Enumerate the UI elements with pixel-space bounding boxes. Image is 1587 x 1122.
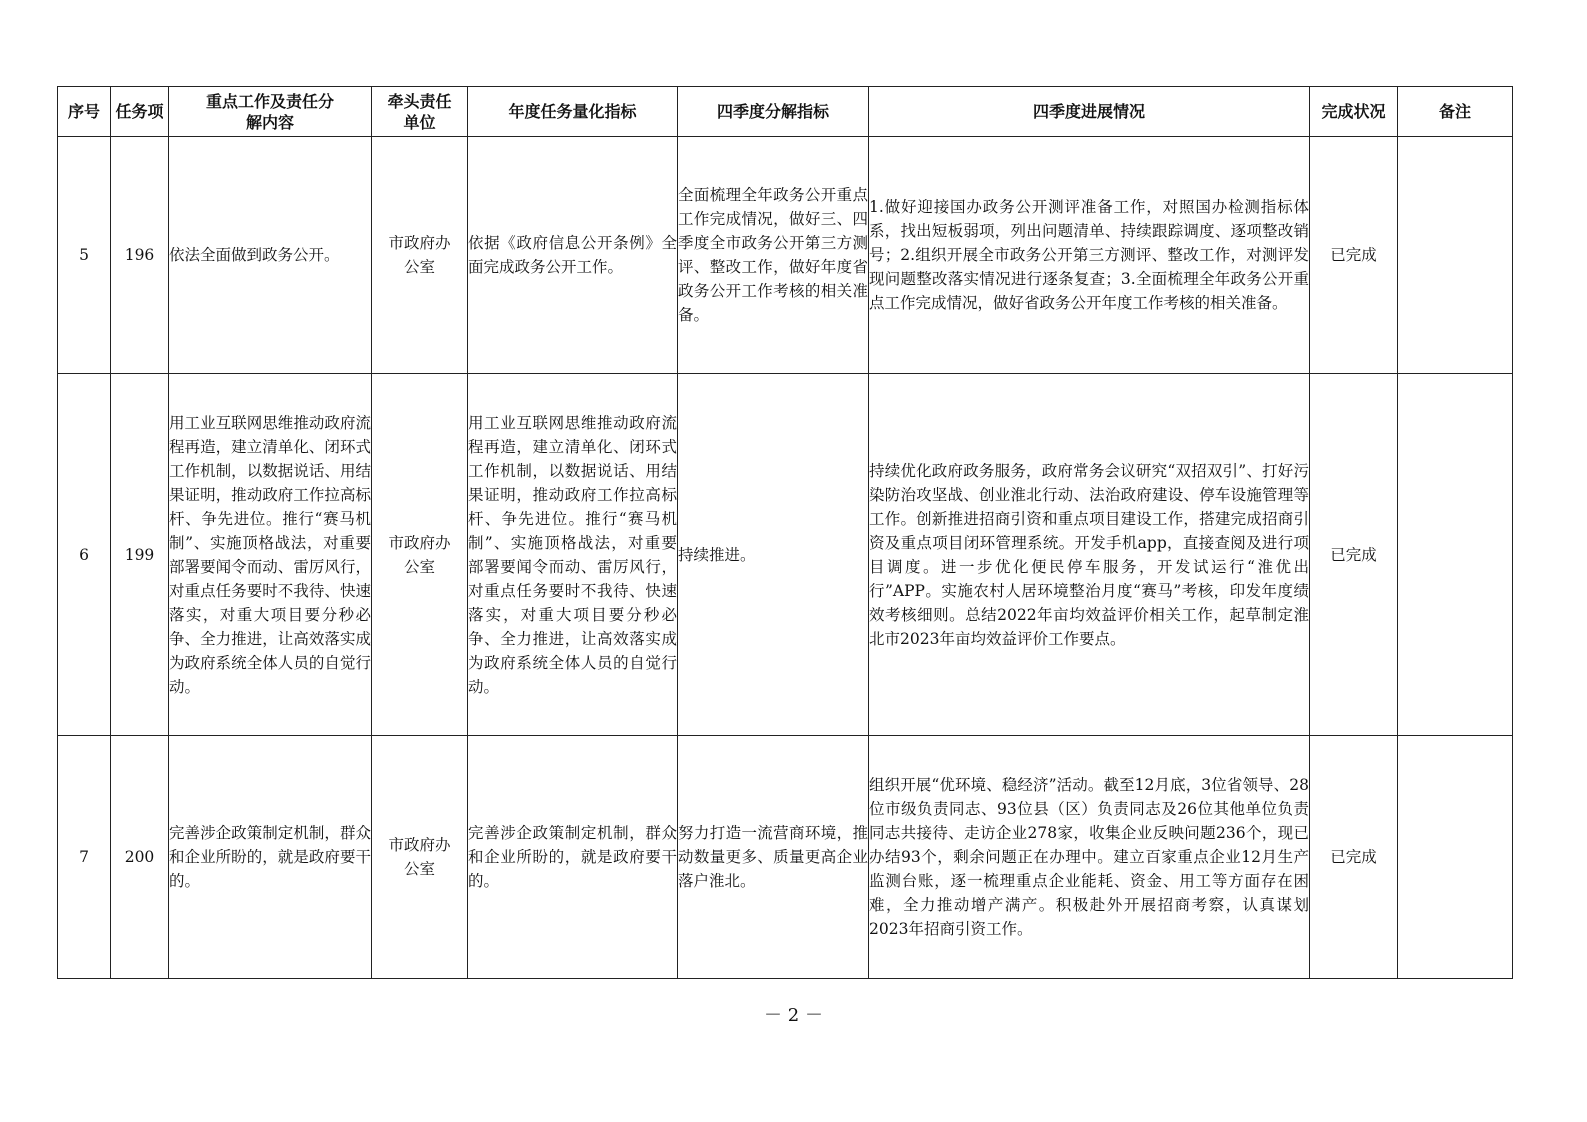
cell-annual-target-text: 用工业互联网思维推动政府流程再造，建立清单化、闭环式工作机制，以数据说话、用结果证明，推动政府工作拉高标杆、争先进位。推行“赛马机制”、实施顶格战法，对重要部署要闻令而动、雷厉风行，对重点任务要时不我待、快速落实，对重大项目要分秒必争、全力推进，让高效落实成为政府系统全体人员的自觉行动。 [468, 413, 677, 696]
cell-annual-target [468, 374, 678, 736]
header-q4-progress: 四季度进展情况 [869, 87, 1310, 137]
task-table [57, 86, 1513, 979]
cell-q4-target-text: 全面梳理全年政务公开重点工作完成情况，做好三、四季度全市政务公开第三方测评、整改工作，做好年度省政务公开工作考核的相关准备。 [678, 186, 868, 324]
cell-serial: 5 [58, 137, 111, 374]
header-status: 完成状况 [1310, 87, 1398, 137]
cell-q4-target [678, 374, 869, 736]
cell-q4-progress [869, 374, 1310, 736]
header-key-work-label: 重点工作及责任分解内容 [205, 91, 334, 132]
table-header-row [58, 87, 1513, 137]
cell-lead-unit-text: 市政府办公室 [388, 234, 451, 276]
cell-key-work-text: 依法全面做到政务公开。 [169, 246, 340, 264]
table-row [58, 137, 1513, 374]
cell-serial: 7 [58, 736, 111, 979]
cell-lead-unit-text: 市政府办公室 [388, 533, 451, 576]
table-row [58, 736, 1513, 979]
header-task-item: 任务项 [111, 87, 169, 137]
cell-lead-unit [372, 137, 468, 374]
cell-q4-progress-text: 组织开展“优环境、稳经济”活动。截至12月底，3位省领导、28位市级负责同志、93位县（区）负责同志及26位其他单位负责同志共接待、走访企业278家，收集企业反映问题236个，现已办结93个，剩余问题正在办理中。建立百家重点企业12月生产监测台账，逐一梳理重点企业能耗、资金、用工等方面存在困难，全力推动增产满产。积极赴外开展招商考察，认真谋划2023年招商引资工作。 [869, 776, 1309, 938]
cell-lead-unit [372, 374, 468, 736]
cell-key-work [169, 137, 372, 374]
cell-task-item: 199 [111, 374, 169, 736]
cell-lead-unit [372, 736, 468, 979]
header-q4-target: 四季度分解指标 [678, 87, 869, 137]
cell-lead-unit-text: 市政府办公室 [388, 836, 451, 878]
cell-annual-target [468, 137, 678, 374]
table-row [58, 374, 1513, 736]
header-remark: 备注 [1398, 87, 1513, 137]
cell-q4-target [678, 736, 869, 979]
cell-annual-target [468, 736, 678, 979]
cell-remark [1398, 736, 1513, 979]
cell-q4-progress [869, 137, 1310, 374]
cell-q4-progress-text: 持续优化政府政务服务，政府常务会议研究“双招双引”、打好污染防治攻坚战、创业淮北行动、法治政府建设、停车设施管理等工作。创新推进招商引资和重点项目建设工作，搭建完成招商引资及重点项目闭环管理系统。开发手机app，直接查阅及进行项目调度。进一步优化便民停车服务，开发试运行“淮优出行”APP。实施农村人居环境整治月度“赛马”考核，印发年度绩效考核细则。总结2022年亩均效益评价相关工作，起草制定淮北市2023年亩均效益评价工作要点。 [869, 461, 1309, 648]
cell-annual-target-text: 依据《政府信息公开条例》全面完成政务公开工作。 [468, 234, 677, 276]
cell-key-work-text: 用工业互联网思维推动政府流程再造，建立清单化、闭环式工作机制，以数据说话、用结果证明，推动政府工作拉高标杆、争先进位。推行“赛马机制”、实施顶格战法，对重要部署要闻令而动、雷厉风行，对重点任务要时不我待、快速落实，对重大项目要分秒必争、全力推进，让高效落实成为政府系统全体人员的自觉行动。 [169, 413, 371, 696]
header-key-work [169, 87, 372, 137]
cell-key-work [169, 736, 372, 979]
cell-remark [1398, 374, 1513, 736]
header-lead-unit [372, 87, 468, 137]
cell-status: 已完成 [1310, 736, 1398, 979]
header-serial: 序号 [58, 87, 111, 137]
cell-serial: 6 [58, 374, 111, 736]
cell-q4-target [678, 137, 869, 374]
cell-q4-progress [869, 736, 1310, 979]
cell-remark [1398, 137, 1513, 374]
cell-status: 已完成 [1310, 137, 1398, 374]
cell-key-work [169, 374, 372, 736]
cell-q4-target-text: 持续推进。 [678, 545, 756, 564]
cell-q4-progress-text: 1.做好迎接国办政务公开测评准备工作，对照国办检测指标体系，找出短板弱项，列出问题清单、持续跟踪调度、逐项整改销号；2.组织开展全市政务公开第三方测评、整改工作，对测评发现问题整改落实情况进行逐条复查；3.全面梳理全年政务公开重点工作完成情况，做好省政务公开年度工作考核的相关准备。 [869, 198, 1309, 312]
header-lead-unit-label: 牵头责任单位 [387, 91, 452, 132]
cell-task-item: 196 [111, 137, 169, 374]
cell-q4-target-text: 努力打造一流营商环境，推动数量更多、质量更高企业落户淮北。 [678, 824, 868, 890]
header-annual-target: 年度任务量化指标 [468, 87, 678, 137]
cell-task-item: 200 [111, 736, 169, 979]
cell-key-work-text: 完善涉企政策制定机制，群众和企业所盼的，就是政府要干的。 [169, 824, 371, 890]
page-number: － 2 － [764, 1005, 823, 1026]
cell-annual-target-text: 完善涉企政策制定机制，群众和企业所盼的，就是政府要干的。 [468, 824, 677, 890]
cell-status: 已完成 [1310, 374, 1398, 736]
